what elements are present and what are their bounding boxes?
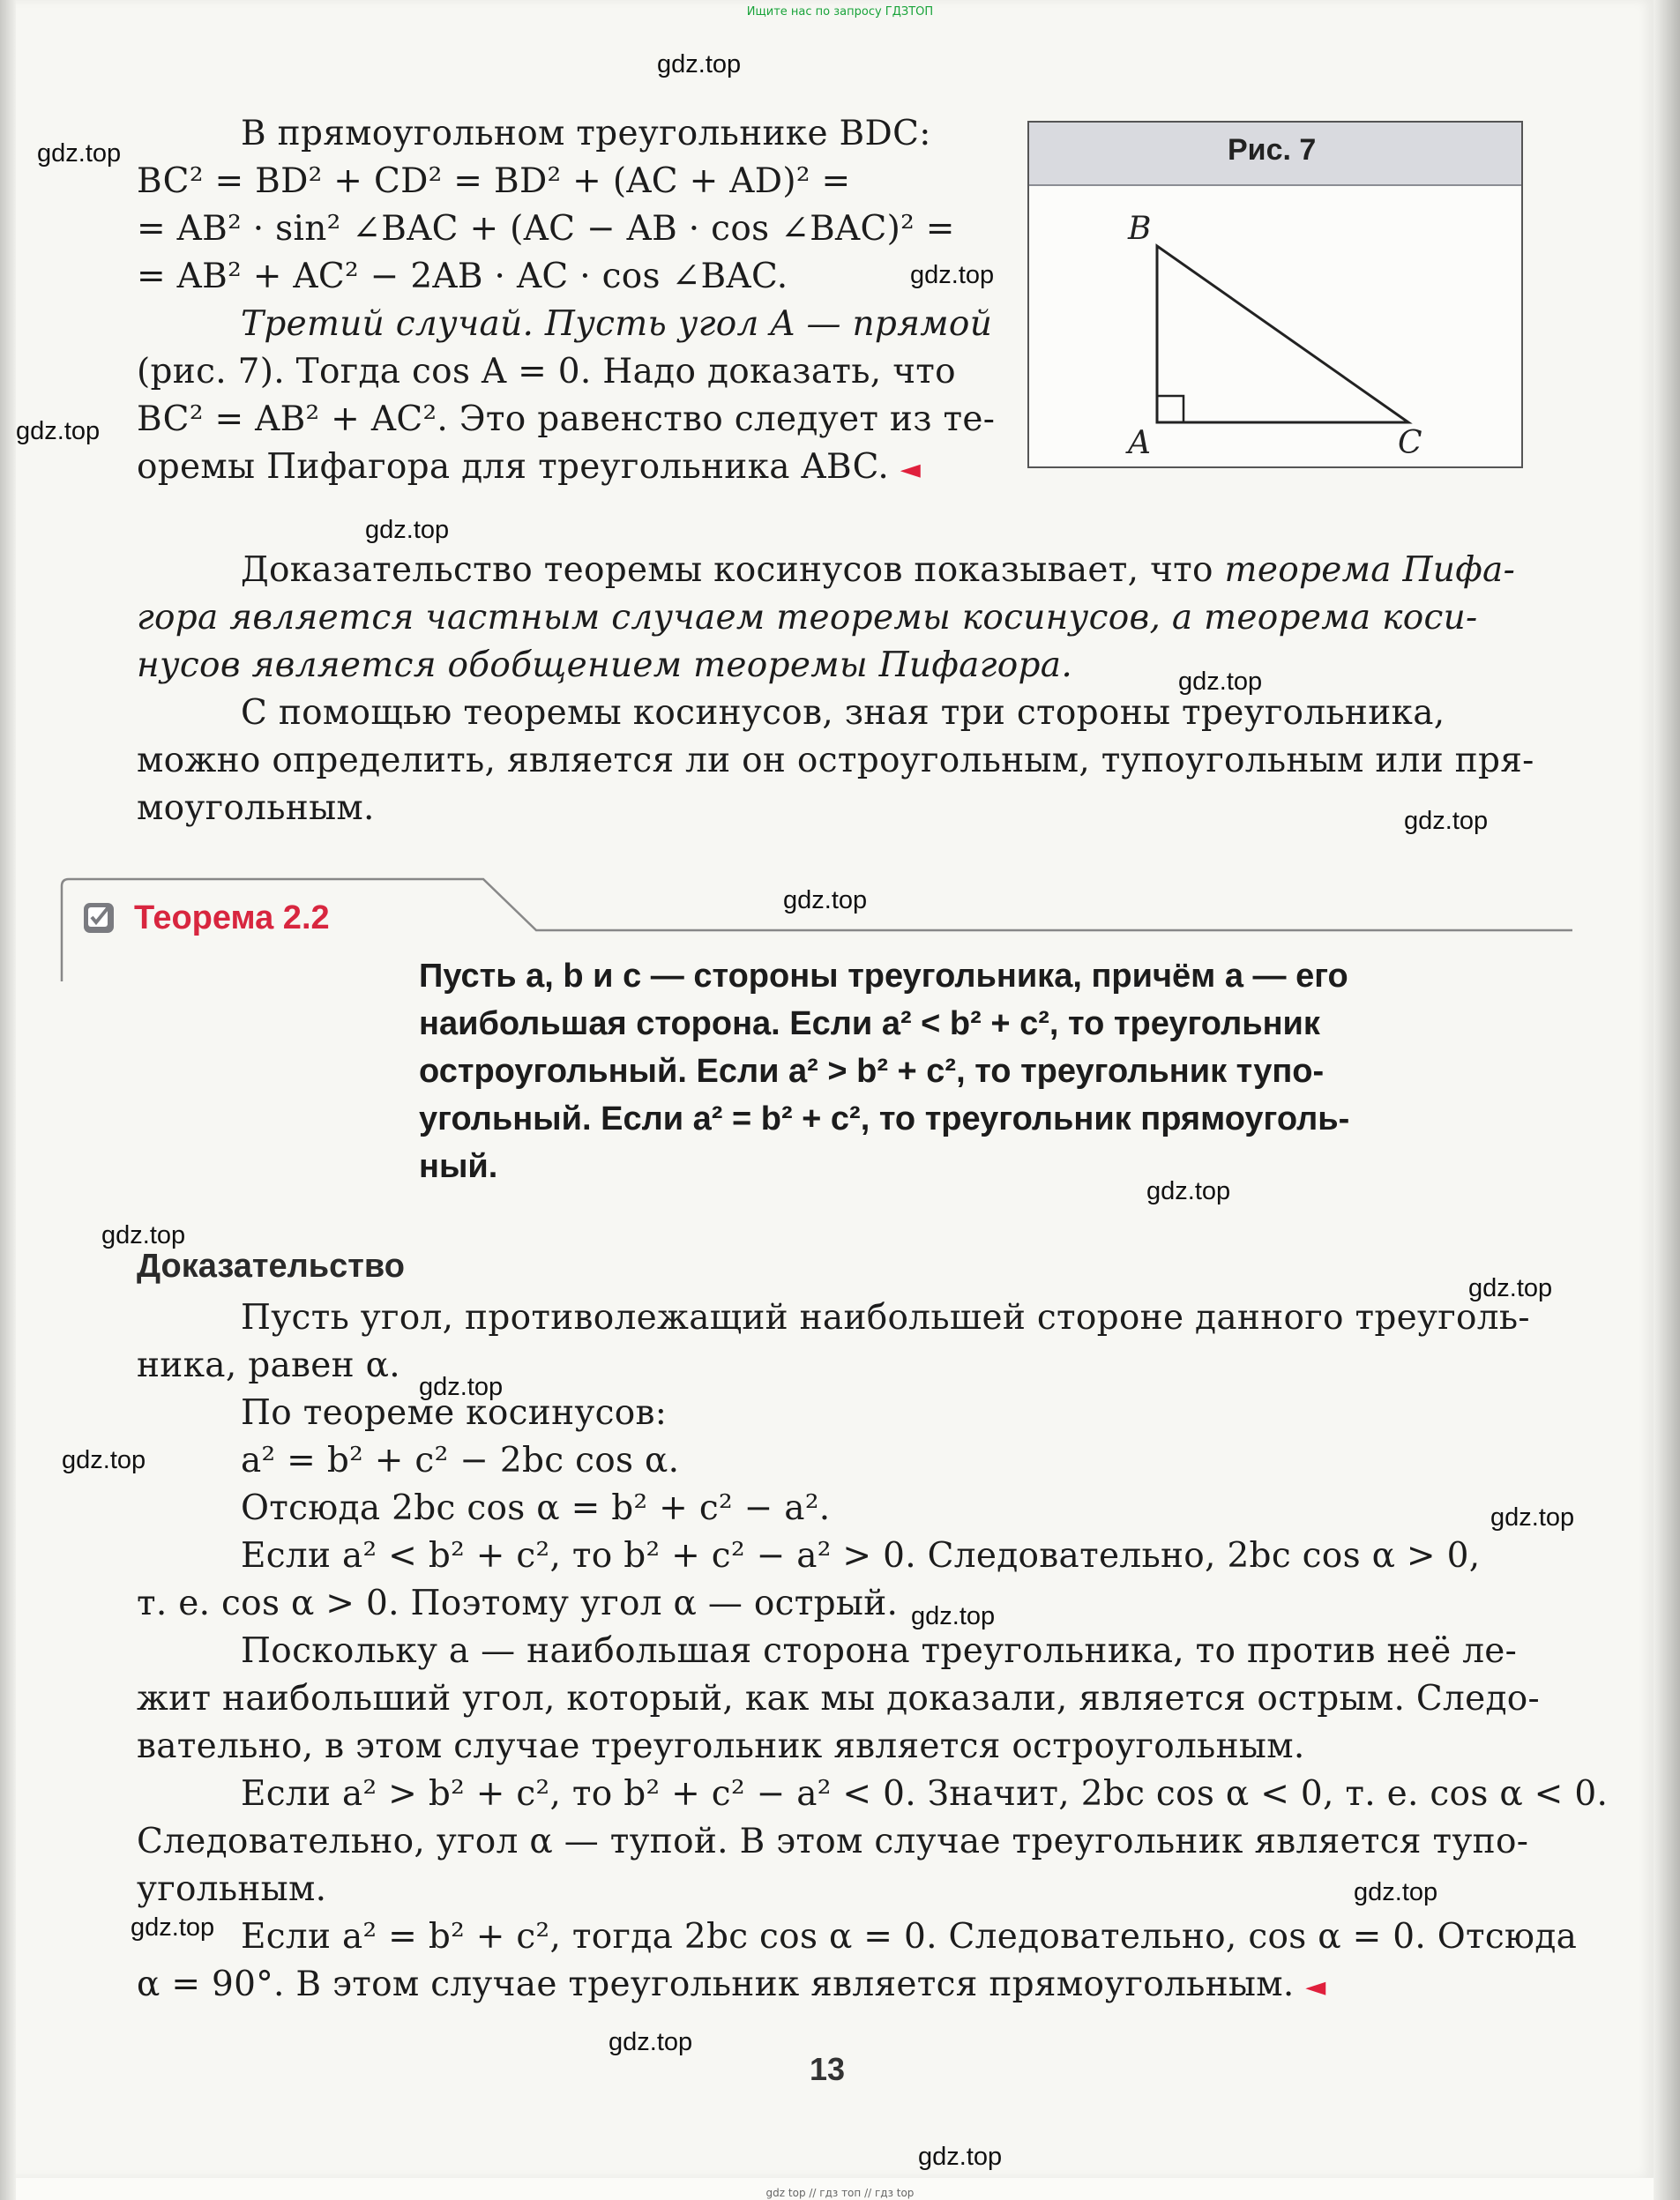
watermark: gdz.top	[365, 516, 450, 544]
watermark: gdz.top	[1468, 1274, 1553, 1302]
proof-heading: Доказательство	[137, 1248, 405, 1285]
watermark: gdz.top	[1146, 1177, 1231, 1205]
text-line: = AB² · sin² ∠BAC + (AC − AB · cos ∠BAC)² =	[137, 209, 955, 249]
watermark: gdz.top	[609, 2028, 693, 2056]
triangle-abc	[1157, 246, 1408, 422]
end-of-proof-icon: ◄	[1305, 1972, 1326, 2002]
page-number: 13	[810, 2051, 846, 2087]
bottom-banner[interactable]: gdz top // гдз топ // гдз top	[765, 2187, 915, 2199]
vertex-a-label: A	[1128, 425, 1151, 461]
watermark: gdz.top	[16, 417, 101, 445]
watermark: gdz.top	[918, 2143, 1003, 2171]
theorem-line: наибольшая сторона. Если a² < b² + c², то треугольник	[419, 1005, 1320, 1042]
proof-line: Пусть угол, противолежащий наибольшей стороне данного треуголь-	[241, 1298, 1530, 1338]
text-line-content: Доказательство теоремы косинусов показывает, что	[241, 550, 1225, 590]
proof-line-content: α = 90°. В этом случае треугольник является прямоугольным.	[137, 1965, 1295, 2004]
watermark: gdz.top	[1490, 1503, 1575, 1532]
text-line: (рис. 7). Тогда cos A = 0. Надо доказать, что	[137, 352, 956, 392]
watermark: gdz.top	[62, 1446, 146, 1474]
watermark: gdz.top	[101, 1221, 186, 1249]
watermark: gdz.top	[911, 1602, 996, 1630]
italic-statement: теорема Пифа-	[1224, 550, 1516, 590]
proof-line: Поскольку a — наибольшая сторона треугольника, то против неё ле-	[241, 1631, 1518, 1671]
theorem-body	[419, 952, 1530, 1190]
watermark: gdz.top	[1178, 667, 1263, 696]
proof-line: угольным.	[137, 1869, 327, 1909]
text-line	[137, 547, 1515, 594]
proof-line: По теореме косинусов:	[241, 1393, 668, 1433]
theorem-line: ный.	[419, 1148, 498, 1185]
theorem-line: остроугольный. Если a² > b² + c², то треугольник тупо-	[419, 1053, 1325, 1090]
page-left-edge	[0, 0, 16, 2200]
proof-line: a² = b² + c² − 2bc cos α.	[241, 1441, 680, 1480]
text-line	[137, 444, 921, 494]
text-line: моугольным.	[137, 788, 375, 828]
theorem-line: угольный. Если a² = b² + c², то треугольник прямоуголь-	[419, 1100, 1350, 1137]
vertex-c-label: C	[1398, 425, 1422, 461]
proof-line: Если a² < b² + c², то b² + c² − a² > 0. Следовательно, 2bc cos α > 0,	[241, 1536, 1481, 1576]
watermark: gdz.top	[131, 1913, 215, 1942]
figure-title: Рис. 7	[1228, 133, 1317, 167]
text-line-content: оремы Пифагора для треугольника ABC.	[137, 447, 890, 487]
text-line: гора является частным случаем теоремы косинусов, а теорема коси-	[137, 598, 1478, 638]
proof-line: Отсюда 2bc cos α = b² + c² − a².	[241, 1488, 831, 1528]
figure-7	[1027, 121, 1523, 468]
proof-line: Если a² = b² + c², тогда 2bc cos α = 0. Следовательно, cos α = 0. Отсюда	[241, 1917, 1578, 1957]
text-line: BC² = AB² + AC². Это равенство следует из те-	[137, 399, 996, 439]
proof-line: Следовательно, угол α — тупой. В этом случае треугольник является тупо-	[137, 1822, 1529, 1861]
watermark: gdz.top	[1404, 807, 1489, 835]
proof-line: Если a² > b² + c², то b² + c² − a² < 0. Значит, 2bc cos α < 0, т. е. cos α < 0.	[241, 1774, 1609, 1814]
theorem-line: Пусть a, b и c — стороны треугольника, причём a — его	[419, 958, 1348, 995]
proof-line: т. е. cos α > 0. Поэтому угол α — острый.	[137, 1584, 899, 1623]
watermark: gdz.top	[1354, 1878, 1438, 1906]
text-line: Третий случай. Пусть угол A — прямой	[241, 304, 993, 344]
text-line: нусов является обобщением теоремы Пифагора.	[137, 645, 1073, 685]
proof-line	[137, 1961, 1326, 2011]
proof-line: жит наибольший угол, который, как мы доказали, является острым. Следо-	[137, 1679, 1541, 1719]
text-line: В прямоугольном треугольнике BDC:	[241, 114, 931, 153]
watermark: gdz.top	[657, 50, 742, 78]
end-of-proof-icon: ◄	[900, 454, 922, 485]
text-line: = AB² + AC² − 2AB · AC · cos ∠BAC.	[137, 257, 788, 296]
right-triangle-diagram	[1029, 123, 1521, 466]
text-line: можно определить, является ли он остроугольным, тупоугольным или пря-	[137, 741, 1534, 780]
watermark: gdz.top	[419, 1373, 504, 1401]
watermark: gdz.top	[910, 261, 995, 289]
vertex-b-label: B	[1128, 211, 1152, 247]
watermark: gdz.top	[783, 886, 868, 914]
text-line: BC² = BD² + CD² = BD² + (AC + AD)² =	[137, 161, 851, 201]
top-banner[interactable]: Ищите нас по запросу ГДЗТОП	[746, 5, 934, 19]
page-right-edge	[1654, 0, 1680, 2200]
theorem-title: Теорема 2.2	[134, 899, 330, 936]
watermark: gdz.top	[37, 139, 122, 168]
text-line: С помощью теоремы косинусов, зная три стороны треугольника,	[241, 693, 1445, 733]
checkmark-icon	[84, 903, 114, 933]
proof-line: ника, равен α.	[137, 1346, 400, 1385]
proof-line: вательно, в этом случае треугольник является остроугольным.	[137, 1726, 1305, 1766]
right-angle-mark	[1157, 396, 1183, 422]
